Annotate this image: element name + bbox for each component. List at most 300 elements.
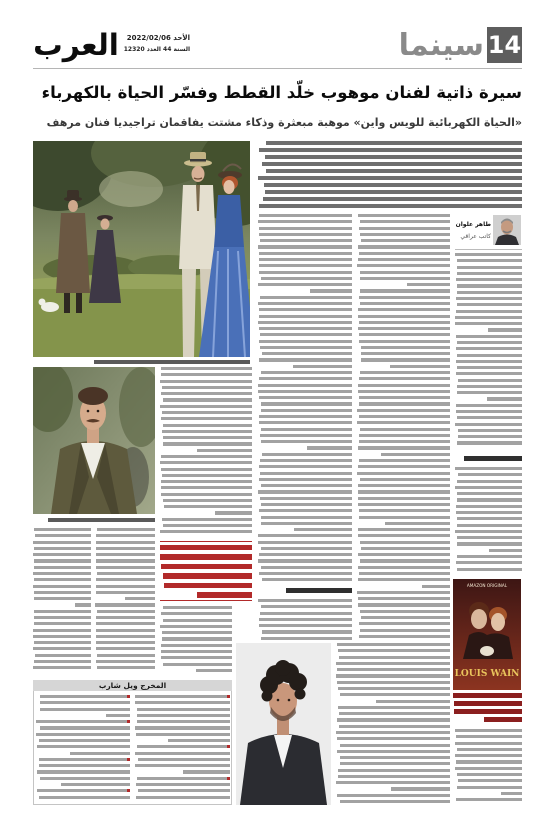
text-line bbox=[97, 528, 155, 531]
section-title: سينما bbox=[398, 28, 484, 63]
text-line bbox=[259, 233, 352, 236]
text-line bbox=[33, 635, 91, 638]
text-line bbox=[258, 490, 352, 493]
text-line bbox=[96, 616, 155, 619]
text-line bbox=[358, 566, 450, 569]
issue-info bbox=[122, 33, 190, 59]
text-line bbox=[96, 585, 155, 588]
text-line bbox=[390, 365, 450, 368]
text-line bbox=[358, 315, 450, 318]
text-line bbox=[455, 742, 522, 745]
text-line bbox=[358, 446, 450, 449]
text-line bbox=[358, 390, 450, 393]
text-line bbox=[259, 148, 522, 152]
text-line bbox=[161, 644, 232, 647]
text-line bbox=[161, 373, 252, 376]
text-line bbox=[35, 534, 91, 537]
text-line bbox=[39, 796, 130, 799]
text-line bbox=[37, 745, 130, 748]
text-line bbox=[359, 333, 450, 336]
issue-number: السنة 44 العدد 12320 bbox=[123, 46, 190, 53]
text-line bbox=[455, 486, 522, 489]
text-line bbox=[455, 423, 522, 426]
text-line bbox=[457, 366, 522, 369]
text-line bbox=[263, 197, 522, 201]
text-line bbox=[96, 547, 155, 550]
text-line bbox=[261, 637, 352, 640]
text-line bbox=[358, 603, 450, 606]
text-line bbox=[34, 616, 91, 619]
text-line bbox=[337, 794, 450, 797]
text-line bbox=[96, 566, 155, 569]
text-line bbox=[340, 693, 450, 696]
text-line bbox=[456, 335, 522, 338]
text-line bbox=[70, 752, 130, 755]
text-line bbox=[162, 631, 232, 634]
text-line bbox=[34, 528, 91, 531]
text-line bbox=[359, 516, 450, 519]
author-photo bbox=[493, 215, 521, 245]
text-line bbox=[457, 303, 522, 306]
article-subheadline: «الحياة الكهربائية للويس واين» موهبة مبعثرة وذكاء مشتت يفاقمان تراجيديا فنان مرهف bbox=[46, 116, 522, 129]
text-line bbox=[455, 754, 522, 757]
text-line bbox=[258, 220, 352, 223]
poster-caption bbox=[453, 693, 522, 726]
text-line bbox=[160, 554, 252, 559]
text-line bbox=[259, 358, 352, 361]
text-line bbox=[96, 541, 155, 544]
text-line bbox=[458, 473, 523, 476]
text-line bbox=[161, 455, 252, 458]
text-line bbox=[261, 522, 352, 525]
text-line bbox=[338, 706, 450, 709]
text-line bbox=[261, 402, 352, 405]
text-line bbox=[456, 404, 522, 407]
text-line bbox=[361, 239, 450, 242]
text-column bbox=[357, 214, 450, 640]
text-line bbox=[385, 522, 450, 525]
text-line bbox=[258, 599, 352, 602]
text-line bbox=[162, 518, 252, 521]
text-line bbox=[456, 297, 522, 300]
text-line bbox=[258, 541, 352, 544]
text-line bbox=[358, 465, 450, 468]
text-line bbox=[265, 155, 522, 159]
poster-badge: AMAZON ORIGINAL bbox=[466, 583, 508, 588]
text-line bbox=[358, 484, 450, 487]
text-line bbox=[96, 559, 155, 562]
text-line bbox=[163, 442, 252, 445]
text-line bbox=[160, 625, 232, 628]
text-line bbox=[161, 486, 252, 489]
text-column bbox=[160, 367, 252, 537]
text-line bbox=[162, 474, 252, 477]
text-line bbox=[33, 572, 91, 575]
pull-quote bbox=[160, 541, 252, 601]
text-line bbox=[407, 283, 450, 286]
text-line bbox=[339, 712, 450, 715]
text-line bbox=[337, 718, 450, 721]
text-line bbox=[259, 415, 352, 418]
text-line bbox=[259, 271, 352, 274]
text-line bbox=[96, 635, 155, 638]
text-line bbox=[422, 585, 450, 588]
text-line bbox=[488, 328, 522, 331]
text-line bbox=[360, 271, 450, 274]
text-line bbox=[259, 465, 352, 468]
text-line bbox=[137, 720, 230, 723]
text-line bbox=[163, 499, 252, 502]
text-line bbox=[262, 352, 352, 355]
text-line bbox=[457, 284, 522, 287]
text-line bbox=[163, 436, 252, 439]
text-line bbox=[96, 660, 155, 663]
text-line bbox=[37, 789, 130, 792]
text-line bbox=[261, 440, 352, 443]
text-line bbox=[34, 559, 91, 562]
text-line bbox=[260, 434, 352, 437]
text-line bbox=[337, 737, 450, 740]
text-line bbox=[360, 559, 450, 562]
film-poster bbox=[453, 579, 521, 690]
text-line bbox=[34, 547, 91, 550]
text-line bbox=[160, 530, 252, 533]
text-line bbox=[293, 365, 352, 368]
text-column bbox=[455, 253, 522, 451]
text-line bbox=[456, 278, 522, 281]
text-line bbox=[357, 472, 450, 475]
issue-date: الأحد 2022/02/06 bbox=[126, 34, 190, 42]
text-line bbox=[359, 635, 450, 638]
text-line bbox=[457, 542, 522, 545]
text-line bbox=[456, 798, 522, 801]
text-line bbox=[259, 421, 352, 424]
sidebar-title: المخرج ويل شارب bbox=[33, 680, 232, 691]
text-line bbox=[161, 468, 252, 471]
subheading bbox=[258, 587, 352, 595]
main-photo-caption bbox=[33, 359, 250, 365]
text-line bbox=[357, 591, 450, 594]
text-line bbox=[336, 781, 450, 784]
text-line bbox=[261, 409, 352, 412]
text-line bbox=[456, 505, 522, 508]
text-line bbox=[360, 277, 450, 280]
text-line bbox=[360, 629, 450, 632]
text-line bbox=[34, 660, 91, 663]
text-line bbox=[40, 701, 130, 704]
text-line bbox=[258, 176, 522, 180]
text-line bbox=[161, 650, 232, 653]
text-column bbox=[336, 643, 450, 805]
text-line bbox=[34, 597, 91, 600]
text-line bbox=[360, 541, 450, 544]
text-line bbox=[358, 245, 450, 248]
text-line bbox=[163, 524, 252, 527]
text-line bbox=[261, 566, 352, 569]
sidebar-column bbox=[36, 695, 130, 803]
text-line bbox=[457, 272, 522, 275]
text-line bbox=[261, 605, 352, 608]
text-line bbox=[339, 725, 450, 728]
text-line bbox=[457, 266, 522, 269]
text-line bbox=[162, 411, 252, 414]
text-line bbox=[160, 405, 252, 408]
text-line bbox=[489, 549, 522, 552]
text-line bbox=[454, 701, 522, 706]
text-line bbox=[310, 289, 352, 292]
text-line bbox=[457, 480, 522, 483]
text-line bbox=[138, 758, 230, 761]
text-line bbox=[33, 541, 91, 544]
text-line bbox=[34, 591, 91, 594]
text-line bbox=[40, 708, 130, 711]
text-line bbox=[359, 434, 450, 437]
newspaper-logo: العرب bbox=[33, 28, 119, 62]
text-line bbox=[458, 429, 522, 432]
text-line bbox=[34, 641, 91, 644]
page-number: 14 bbox=[487, 27, 522, 63]
text-line bbox=[259, 509, 352, 512]
text-line bbox=[259, 340, 352, 343]
text-line bbox=[259, 315, 352, 318]
text-line bbox=[39, 739, 130, 742]
text-line bbox=[361, 346, 450, 349]
text-line bbox=[136, 783, 230, 786]
text-line bbox=[258, 283, 352, 286]
text-line bbox=[358, 528, 450, 531]
text-line bbox=[137, 745, 230, 748]
text-line bbox=[262, 578, 352, 581]
text-line bbox=[34, 610, 91, 613]
text-line bbox=[338, 769, 450, 772]
text-line bbox=[262, 630, 352, 633]
text-line bbox=[457, 291, 522, 294]
text-line bbox=[136, 733, 230, 736]
text-line bbox=[260, 346, 352, 349]
text-line bbox=[34, 622, 91, 625]
text-line bbox=[61, 783, 130, 786]
text-line bbox=[39, 764, 130, 767]
sidebar-column bbox=[134, 695, 230, 803]
text-line bbox=[95, 603, 155, 606]
main-film-still bbox=[33, 141, 250, 357]
text-line bbox=[163, 398, 252, 401]
text-line bbox=[361, 616, 450, 619]
text-line bbox=[457, 341, 523, 344]
text-line bbox=[360, 428, 450, 431]
text-line bbox=[258, 534, 352, 537]
text-line bbox=[266, 169, 522, 173]
text-line bbox=[259, 252, 352, 255]
text-line bbox=[454, 709, 522, 714]
text-line bbox=[196, 669, 232, 672]
text-line bbox=[456, 561, 522, 564]
text-line bbox=[96, 622, 155, 625]
text-line bbox=[97, 654, 155, 657]
text-line bbox=[258, 321, 352, 324]
text-line bbox=[456, 760, 522, 763]
text-line bbox=[359, 296, 450, 299]
text-line bbox=[337, 668, 450, 671]
text-line bbox=[340, 762, 450, 765]
text-line bbox=[360, 289, 450, 292]
text-line bbox=[96, 641, 155, 644]
text-line bbox=[358, 597, 450, 600]
text-line bbox=[358, 503, 450, 506]
text-line bbox=[360, 478, 450, 481]
text-line bbox=[457, 354, 522, 357]
text-line bbox=[33, 585, 91, 588]
text-line bbox=[358, 497, 450, 500]
text-line bbox=[162, 430, 252, 433]
text-line bbox=[358, 534, 450, 537]
text-line bbox=[197, 592, 252, 597]
text-line bbox=[36, 720, 130, 723]
text-line bbox=[161, 480, 252, 483]
text-column bbox=[455, 467, 522, 575]
text-line bbox=[261, 371, 352, 374]
text-line bbox=[456, 310, 522, 313]
text-line bbox=[336, 731, 450, 734]
text-line bbox=[456, 372, 522, 375]
article-headline: سيرة ذاتية لفنان موهوب خلّد القطط وفسّر الحياة بالكهرباء bbox=[41, 83, 522, 102]
text-line bbox=[164, 583, 252, 588]
text-line bbox=[261, 547, 352, 550]
text-column bbox=[33, 528, 91, 676]
text-line bbox=[136, 796, 230, 799]
text-line bbox=[96, 647, 155, 650]
text-line bbox=[163, 424, 252, 427]
header-rule bbox=[33, 68, 522, 69]
text-line bbox=[359, 227, 450, 230]
text-line bbox=[259, 258, 352, 261]
text-line bbox=[338, 687, 450, 690]
text-line bbox=[259, 214, 352, 217]
text-line bbox=[338, 775, 451, 778]
text-line bbox=[260, 239, 352, 242]
text-line bbox=[260, 612, 352, 615]
text-line bbox=[457, 786, 522, 789]
text-line bbox=[135, 726, 230, 729]
text-line bbox=[261, 277, 352, 280]
text-line bbox=[261, 516, 352, 519]
text-line bbox=[359, 509, 450, 512]
text-line bbox=[457, 524, 522, 527]
text-line bbox=[376, 700, 450, 703]
text-line bbox=[96, 591, 155, 594]
text-line bbox=[33, 553, 91, 556]
text-line bbox=[259, 308, 352, 311]
text-line bbox=[162, 637, 232, 640]
text-line bbox=[457, 517, 522, 520]
text-line bbox=[457, 555, 522, 558]
text-line bbox=[135, 695, 230, 698]
text-line bbox=[458, 435, 522, 438]
text-line bbox=[456, 735, 522, 738]
text-line bbox=[391, 787, 450, 790]
text-line bbox=[260, 459, 352, 462]
subheading-line bbox=[286, 588, 352, 593]
text-line bbox=[258, 390, 352, 393]
text-line bbox=[455, 729, 522, 732]
actor-film-still bbox=[33, 367, 155, 514]
text-line bbox=[168, 739, 230, 742]
text-line bbox=[137, 777, 230, 780]
text-line bbox=[259, 618, 352, 621]
caption-line bbox=[94, 360, 250, 364]
text-line bbox=[261, 484, 352, 487]
text-line bbox=[259, 377, 352, 380]
text-line bbox=[358, 327, 450, 330]
text-line bbox=[262, 453, 352, 456]
text-line bbox=[36, 733, 130, 736]
text-line bbox=[455, 322, 522, 325]
text-line bbox=[337, 681, 450, 684]
text-line bbox=[455, 530, 522, 533]
text-line bbox=[457, 441, 522, 444]
text-line bbox=[97, 572, 155, 575]
text-line bbox=[161, 612, 232, 615]
text-line bbox=[266, 141, 522, 145]
text-line bbox=[453, 693, 522, 698]
text-line bbox=[339, 656, 450, 659]
text-line bbox=[215, 511, 252, 514]
text-line bbox=[75, 603, 91, 606]
text-line bbox=[340, 744, 450, 747]
text-line bbox=[135, 752, 230, 755]
text-line bbox=[97, 610, 155, 613]
author-name: طاهر علوان bbox=[455, 221, 491, 228]
text-line bbox=[458, 779, 522, 782]
text-line bbox=[96, 534, 155, 537]
text-line bbox=[96, 629, 155, 632]
text-line bbox=[359, 377, 450, 380]
text-line bbox=[37, 770, 130, 773]
text-line bbox=[456, 347, 522, 350]
text-line bbox=[360, 220, 450, 223]
text-line bbox=[260, 296, 352, 299]
text-line bbox=[164, 505, 252, 508]
text-line bbox=[358, 308, 450, 311]
text-line bbox=[96, 553, 156, 556]
text-line bbox=[338, 649, 450, 652]
text-line bbox=[40, 695, 130, 698]
text-line bbox=[259, 478, 352, 481]
text-line bbox=[163, 619, 233, 622]
text-line bbox=[259, 327, 352, 330]
author-rule bbox=[455, 249, 522, 250]
text-line bbox=[457, 416, 522, 419]
text-line bbox=[161, 392, 252, 395]
text-line bbox=[35, 654, 91, 657]
text-line bbox=[359, 321, 450, 324]
text-line bbox=[259, 204, 522, 208]
text-line bbox=[501, 792, 522, 795]
text-line bbox=[336, 662, 450, 665]
text-line bbox=[259, 264, 353, 267]
text-line bbox=[161, 367, 252, 370]
text-line bbox=[457, 492, 522, 495]
text-line bbox=[360, 302, 450, 305]
text-line bbox=[457, 498, 522, 501]
text-line bbox=[358, 553, 450, 556]
article-intro bbox=[258, 141, 522, 211]
text-line bbox=[39, 758, 130, 761]
text-line bbox=[455, 467, 522, 470]
text-line bbox=[161, 564, 252, 569]
text-line bbox=[294, 528, 352, 531]
text-line bbox=[33, 666, 91, 669]
